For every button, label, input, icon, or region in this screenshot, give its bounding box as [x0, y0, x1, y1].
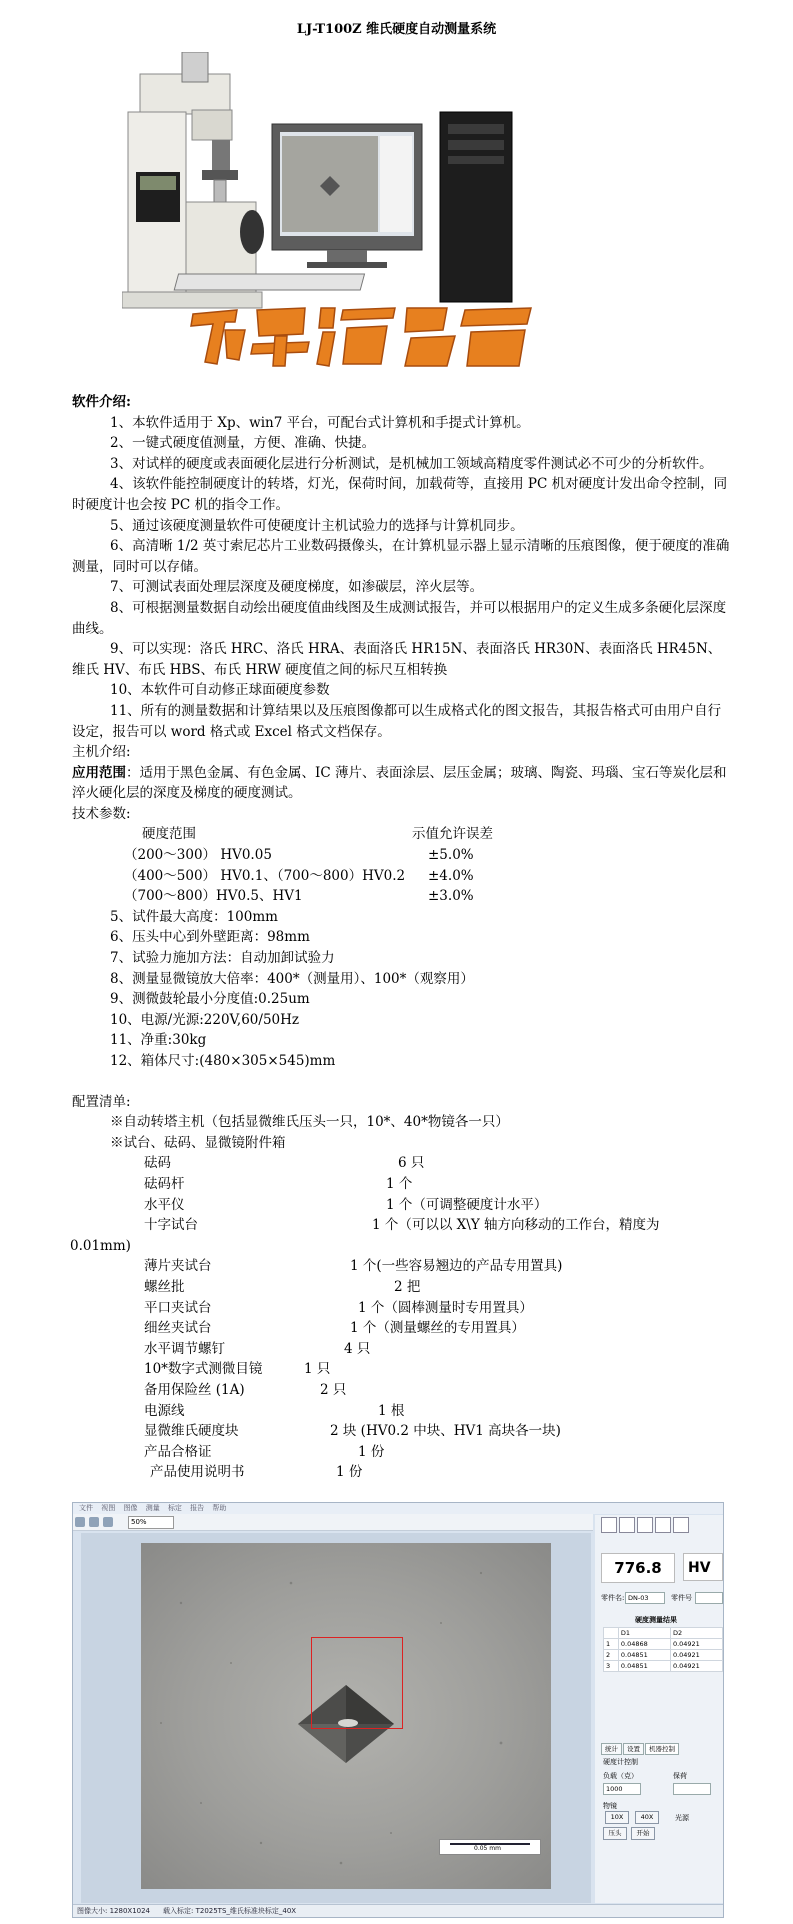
- calc-icon[interactable]: [637, 1517, 653, 1533]
- tech-item: 12、箱体尺寸:(480×305×545)mm: [110, 1053, 336, 1069]
- software-intro-item: 9、可以实现：洛氏 HRC、洛氏 HRA、表面洛氏 HR15N、表面洛氏 HR30N、表面洛氏 HR45N、维氏 HV、布氏 HBS、布氏 HRW 硬度值之间的标尺互相转换: [72, 641, 722, 678]
- software-intro-item: 3、对试样的硬度或表面硬化层进行分析测试，是机械加工领域高精度零件测试必不可少的分析软件。: [110, 455, 713, 472]
- config-item-qty: 1 个: [386, 1175, 413, 1192]
- config-heading: 配置清单:: [72, 1093, 131, 1110]
- scale-label: 0.05 mm: [474, 1845, 501, 1852]
- config-item-name: 产品合格证: [144, 1443, 212, 1460]
- software-intro-heading: 软件介绍:: [72, 394, 131, 410]
- tech-header-row: [72, 824, 732, 845]
- config-item-name: 细丝夹试台: [144, 1320, 212, 1337]
- copy-icon[interactable]: [655, 1517, 671, 1533]
- host-intro-heading: 主机介绍:: [72, 744, 131, 761]
- start-button[interactable]: 开始: [631, 1827, 655, 1840]
- cell: 0.04921: [670, 1639, 722, 1650]
- brand-logo-graphic: [185, 300, 545, 372]
- tech-heading: 技术参数:: [72, 805, 131, 822]
- config-item-qty: 1 份: [336, 1464, 363, 1481]
- config-wrap-text: 0.01mm): [70, 1237, 131, 1254]
- config-item: [72, 1318, 732, 1339]
- tech-error: ±5.0%: [428, 847, 474, 864]
- config-item-qty: 1 根: [378, 1402, 405, 1419]
- scale-bar: [439, 1839, 541, 1855]
- col-header: D2: [670, 1628, 722, 1639]
- config-item: [72, 1380, 732, 1401]
- sw-menubar: [73, 1503, 723, 1514]
- cell: 1: [604, 1639, 619, 1650]
- config-item: [72, 1195, 732, 1216]
- config-item: [72, 1462, 732, 1483]
- cell: 0.04851: [618, 1661, 670, 1672]
- col-header: D1: [618, 1628, 670, 1639]
- part-no-input[interactable]: [695, 1592, 723, 1604]
- tab-stats[interactable]: 统计: [601, 1743, 622, 1755]
- table-row[interactable]: [604, 1650, 723, 1661]
- software-intro-item: 7、可测试表面处理层深度及硬度梯度，如渗碳层，淬火层等。: [110, 579, 484, 596]
- tech-item: 5、试件最大高度：100mm: [110, 908, 278, 925]
- status-bar: [73, 1904, 723, 1917]
- light-label: 光源: [675, 1814, 689, 1822]
- config-item: [72, 1339, 732, 1360]
- software-screenshot: [72, 1502, 724, 1918]
- tech-item: 11、净重:30kg: [110, 1032, 207, 1049]
- brand-logo: [185, 300, 545, 372]
- config-wrap-line: [72, 1236, 732, 1257]
- cell: 0.04868: [618, 1639, 670, 1650]
- config-item: [72, 1174, 732, 1195]
- tech-item: 8、测量显微镜放大倍率：400*（测量用）、100*（观察用）: [110, 970, 474, 987]
- part-no-label: 零件号: [671, 1594, 692, 1602]
- config-item: [72, 1359, 732, 1380]
- control-title: 硬度计控制: [603, 1758, 638, 1766]
- hardness-unit: HV: [683, 1553, 723, 1581]
- config-item-name: 砝码杆: [144, 1175, 185, 1192]
- software-intro-item: 11、所有的测量数据和计算结果以及压痕图像都可以生成格式化的图文报告，其报告格式可由用户自行设定，报告可以 word 格式或 Excel 格式文档保存。: [72, 702, 722, 740]
- config-item-qty: 4 只: [344, 1340, 371, 1357]
- software-intro-item: 10、本软件可自动修正球面硬度参数: [110, 682, 330, 699]
- config-item-name: 砝码: [144, 1155, 171, 1172]
- software-intro-item: 4、该软件能控制硬度计的转塔，灯光，保荷时间，加载荷等，直接用 PC 机对硬度计发出命令控制，同时硬度计也会按 PC 机的指令工作。: [72, 476, 728, 513]
- application-label: 应用范围: [72, 764, 126, 781]
- config-item: [72, 1153, 732, 1174]
- software-intro-item: 1、本软件适用于 Xp、win7 平台，可配台式计算机和手提式计算机。: [110, 414, 530, 431]
- config-item-name: 10*数字式测微目镜: [144, 1361, 263, 1378]
- software-intro-item: 6、高清晰 1/2 英寸索尼芯片工业数码摄像头，在计算机显示器上显示清晰的压痕图像，便于硬度的准确测量，同时可以存储。: [72, 538, 730, 575]
- tech-range: （700～800）HV0.5、HV1: [124, 888, 303, 905]
- tech-item: 9、测微鼓轮最小分度值:0.25um: [110, 991, 310, 1008]
- tech-range: （400～500） HV0.1、（700～800）HV0.2: [124, 867, 406, 884]
- config-item: [72, 1298, 732, 1319]
- part-name-label: 零件名:: [601, 1594, 625, 1602]
- cell: 0.04921: [670, 1650, 722, 1661]
- config-item-qty: 2 只: [320, 1381, 347, 1398]
- config-item: [72, 1442, 732, 1463]
- config-item-name: 产品使用说明书: [150, 1464, 245, 1481]
- col-range-header: 硬度范围: [142, 826, 196, 843]
- tab-settings[interactable]: 设置: [623, 1743, 644, 1755]
- capture-icon[interactable]: [103, 1517, 113, 1527]
- tech-error: ±3.0%: [428, 888, 474, 905]
- table-row[interactable]: [604, 1639, 723, 1650]
- cross-icon[interactable]: [619, 1517, 635, 1533]
- sw-menu-item[interactable]: 视图: [101, 1504, 116, 1512]
- sw-menu-item[interactable]: 测量: [145, 1504, 160, 1512]
- config-item-name: 薄片夹试台: [144, 1258, 212, 1275]
- dwell-input[interactable]: [673, 1783, 711, 1795]
- sw-menu-item[interactable]: 图像: [123, 1504, 138, 1512]
- measure-icon[interactable]: [601, 1517, 617, 1533]
- sw-right-panel: [595, 1515, 723, 1903]
- open-icon[interactable]: [75, 1517, 85, 1527]
- config-box: ※试台、砝码、显微镜附件箱: [110, 1134, 286, 1151]
- application-text: ：适用于黑色金属、有色金属、IC 薄片、表面涂层、层压金属；玻璃、陶瓷、玛瑙、宝石等炭化层和淬火硬化层的深度及梯度的硬度测试。: [72, 764, 727, 802]
- config-item-qty: 6 只: [398, 1155, 425, 1172]
- dwell-label: 保荷: [673, 1772, 687, 1780]
- tech-range: （200～300） HV0.05: [124, 847, 272, 864]
- col-header: [604, 1628, 619, 1639]
- config-item: [72, 1401, 732, 1422]
- load-label: 负载（克）: [603, 1772, 638, 1780]
- tech-row: [72, 845, 732, 866]
- config-item: [72, 1215, 732, 1236]
- config-item: [72, 1421, 732, 1442]
- sw-menu-item[interactable]: 帮助: [212, 1504, 227, 1512]
- config-item-qty: 1 个(一些容易翘边的产品专用置具): [350, 1258, 563, 1275]
- measurement-box[interactable]: [311, 1637, 403, 1729]
- config-item-name: 螺丝批: [144, 1278, 185, 1295]
- report-icon[interactable]: [673, 1517, 689, 1533]
- config-item-qty: 1 个（可调整硬度计水平）: [386, 1196, 548, 1213]
- config-item-qty: 1 个（圆棒测量时专用置具）: [358, 1299, 533, 1316]
- zoom-select[interactable]: 50%: [128, 1516, 174, 1529]
- tab-machine-control[interactable]: 机器控制: [645, 1743, 679, 1755]
- config-item-name: 十字试台: [144, 1217, 198, 1234]
- tech-item: 7、试验力施加方法：自动加卸试验力: [110, 950, 335, 967]
- config-item-name: 水平仪: [144, 1196, 185, 1213]
- objective-40x-button[interactable]: 40X: [635, 1811, 659, 1824]
- results-table: [603, 1627, 723, 1672]
- config-item-name: 备用保险丝 (1A): [144, 1381, 245, 1398]
- software-intro-item: 8、可根据测量数据自动绘出硬度值曲线图及生成测试报告，并可以根据用户的定义生成多条硬化层深度曲线。: [72, 599, 727, 637]
- config-item-qty: 1 个（测量螺丝的专用置具）: [350, 1320, 525, 1337]
- sw-menu-item[interactable]: 文件: [79, 1504, 93, 1512]
- col-error-header: 示值允许误差: [412, 826, 493, 843]
- config-item-qty: 1 个（可以以 X\Y 轴方向移动的工作台，精度为: [372, 1217, 660, 1234]
- config-item-name: 电源线: [144, 1402, 185, 1419]
- config-item-qty: 1 只: [304, 1361, 331, 1378]
- status-image-size: 图像大小: 1280X1024: [77, 1907, 151, 1915]
- tech-row: [72, 886, 732, 907]
- config-item-qty: 1 份: [358, 1443, 385, 1460]
- cell: 3: [604, 1661, 619, 1672]
- hardness-value: 776.8: [601, 1553, 675, 1583]
- cell: 0.04921: [670, 1661, 722, 1672]
- table-row[interactable]: [604, 1661, 723, 1672]
- page-title: LJ-T100Z 维氏硬度自动测量系统: [296, 22, 497, 37]
- tech-item: 10、电源/光源:220V,60/50Hz: [110, 1011, 300, 1028]
- part-name-input[interactable]: DN-03: [625, 1592, 665, 1604]
- cell: 2: [604, 1650, 619, 1661]
- config-item-qty: 2 把: [394, 1278, 421, 1295]
- config-item-name: 平口夹试台: [144, 1299, 212, 1316]
- sw-menu-item[interactable]: 报告: [190, 1504, 205, 1512]
- config-item-qty: 2 块 (HV0.2 中块、HV1 高块各一块): [330, 1423, 561, 1440]
- sw-menu-item[interactable]: 标定: [167, 1504, 182, 1512]
- objective-10x-button[interactable]: 10X: [605, 1811, 629, 1824]
- software-intro-item: 2、一键式硬度值测量，方便、准确、快捷。: [110, 435, 376, 452]
- status-calibration: 载入标定: T2025TS_维氏标准块标定_40X: [163, 1907, 297, 1915]
- software-intro-item: 5、通过该硬度测量软件可使硬度计主机试验力的选择与计算机同步。: [110, 517, 524, 534]
- config-item: [72, 1277, 732, 1298]
- results-title: 硬度测量结果: [635, 1616, 677, 1624]
- save-icon[interactable]: [89, 1517, 99, 1527]
- load-select[interactable]: 1000: [603, 1783, 641, 1795]
- tech-error: ±4.0%: [428, 867, 474, 884]
- document-body: [72, 392, 732, 1483]
- config-item: [72, 1256, 732, 1277]
- cell: 0.04851: [618, 1650, 670, 1661]
- indenter-button[interactable]: 压头: [603, 1827, 627, 1840]
- table-header-row: [604, 1628, 723, 1639]
- objective-label: 物镜: [603, 1802, 617, 1810]
- config-item-name: 水平调节螺钉: [144, 1340, 225, 1357]
- config-item-name: 显微维氏硬度块: [144, 1423, 239, 1440]
- tech-item: 6、压头中心到外壁距离：98mm: [110, 929, 310, 946]
- tech-row: [72, 866, 732, 887]
- config-main: ※自动转塔主机（包括显微维氏压头一只，10*、40*物镜各一只）: [110, 1114, 509, 1131]
- application-range: [72, 763, 732, 804]
